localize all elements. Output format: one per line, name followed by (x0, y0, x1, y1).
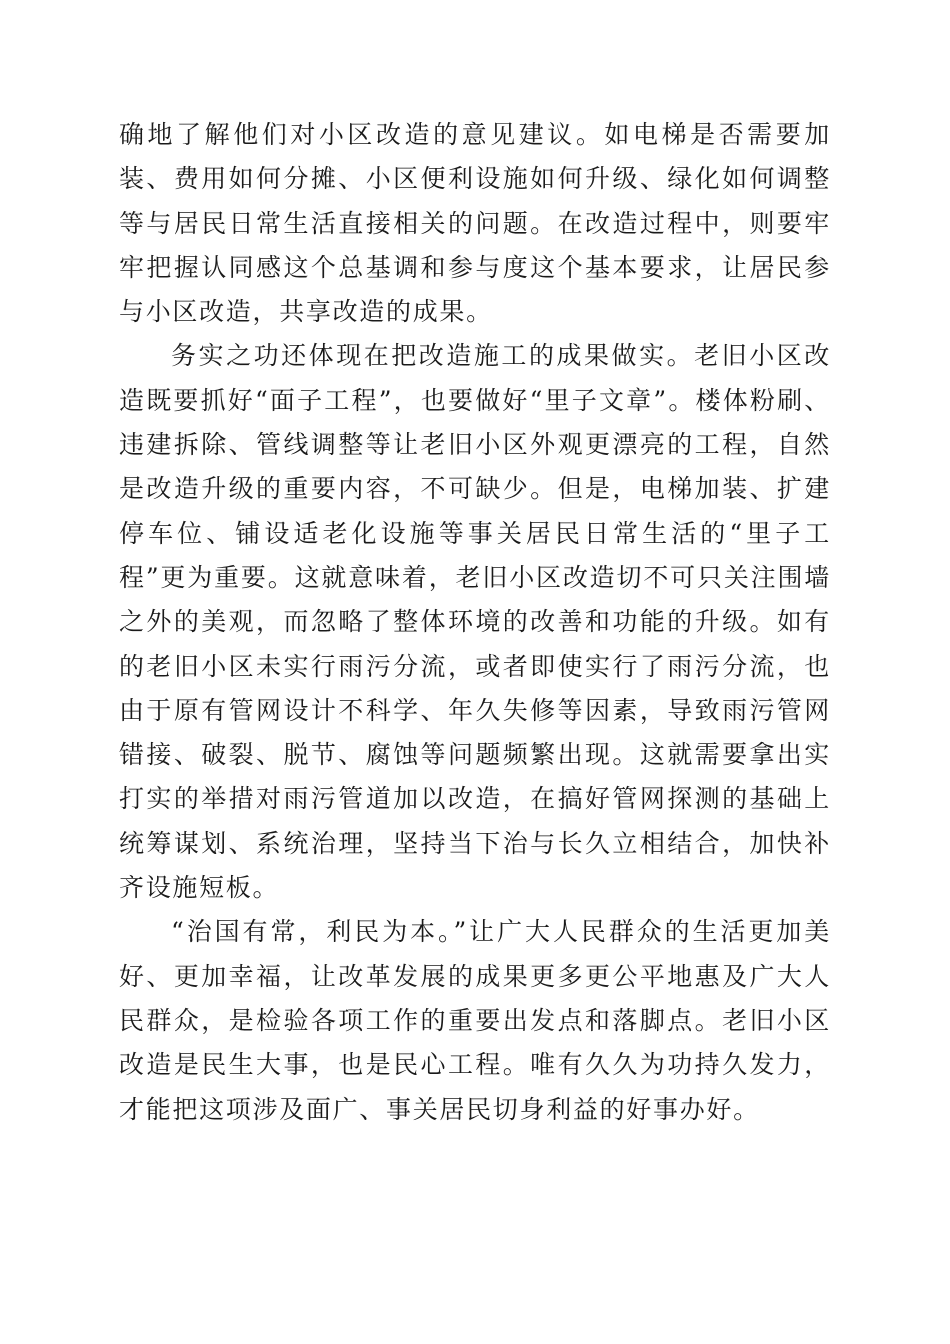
paragraph-continued: 确地了解他们对小区改造的意见建议。如电梯是否需要加装、费用如何分摊、小区便利设施如何升级、绿化如何调整等与居民日常生活直接相关的问题。在改造过程中，则要牢牢把握认同感这个总基调和参与度这个基本要求，让居民参与小区改造，共享改造的成果。 (119, 120, 831, 327)
paragraph-practical-work: 务实之功还体现在把改造施工的成果做实。老旧小区改造既要抓好“面子工程”，也要做好“里子文章”。楼体粉刷、违建拆除、管线调整等让老旧小区外观更漂亮的工程，自然是改造升级的重要内容，不可缺少。但是，电梯加装、扩建停车位、铺设适老化设施等事关居民日常生活的“里子工程”更为重要。这就意味着，老旧小区改造切不可只关注围墙之外的美观，而忽略了整体环境的改善和功能的升级。如有的老旧小区未实行雨污分流，或者即使实行了雨污分流，也由于原有管网设计不科学、年久失修等因素，导致雨污管网错接、破裂、脱节、腐蚀等问题频繁出现。这就需要拿出实打实的举措对雨污管道加以改造，在搞好管网探测的基础上统筹谋划、系统治理，坚持当下治与长久立相结合，加快补齐设施短板。 (119, 341, 831, 903)
paragraph-conclusion: “治国有常，利民为本。”让广大人民群众的生活更加美好、更加幸福，让改革发展的成果更多更公平地惠及广大人民群众，是检验各项工作的重要出发点和落脚点。老旧小区改造是民生大事，也是民心工程。唯有久久为功持久发力，才能把这项涉及面广、事关居民切身利益的好事办好。 (119, 917, 831, 1124)
document-body (119, 113, 831, 1132)
